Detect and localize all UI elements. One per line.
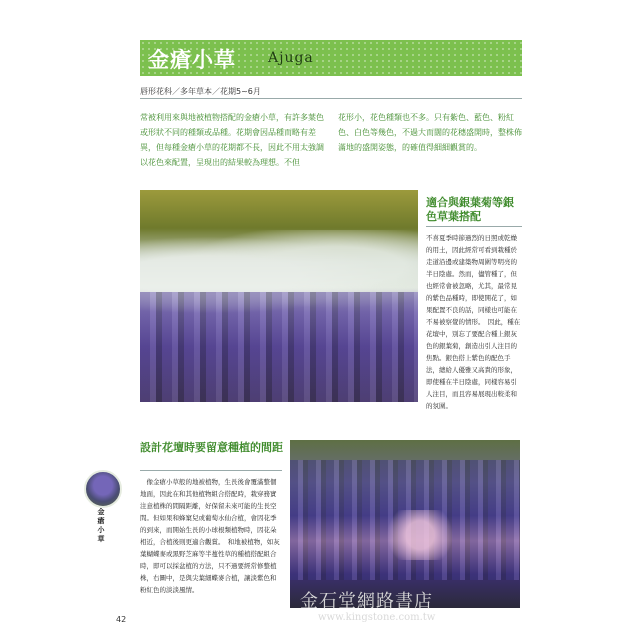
side-heading: 適合與銀葉菊等銀色草葉搭配	[426, 196, 514, 223]
page-number: 42	[116, 615, 127, 624]
ajuga-bed-photo	[290, 440, 520, 608]
page-title: 金瘡小草	[148, 48, 236, 72]
latin-name: Ajuga	[268, 50, 314, 66]
intro-text-right: 花形小，花色種類也不多。只有紫色、藍色、粉紅色、白色等幾色，不過大而闊的花穗盛開時，整株佈滿地的盛開姿態，的確值得細細觀賞的。	[338, 113, 522, 152]
pink-flowers	[380, 510, 460, 560]
section-heading: 設計花壇時要留意種植的間距	[140, 441, 283, 454]
title-banner	[140, 40, 522, 76]
flower-thumbnail-icon	[84, 470, 122, 508]
watermark-text: 金石堂網路書店	[300, 591, 433, 612]
side-tab-label: 金瘡小草	[97, 508, 105, 543]
side-divider	[426, 226, 522, 227]
section-divider	[140, 470, 282, 471]
header-divider	[140, 98, 522, 99]
side-body-text: 不喜夏季時節過烈的日照或乾燥的用土，因此經常可看到栽種於走道沿邊或建築物周圍等明亮的半日陰處。然而，儘管種了，但也經常會被忽略，尤其，最常見的紫色品種時，即使開花了，如果配置不良的話，同樣也可能在不易被察覺的情形。 因此，種在花壇中，別忘了要配合種上銀灰色的銀葉菊，創造出引人注目的焦點。銀色搭上紫色的配色手法，總給人優雅又高貴的形象，即使種在半日陰處，同樣容易引人注目，而且容易展現出較柔和的氛圍。	[426, 234, 521, 410]
ajuga-silver-leaf-photo	[140, 190, 418, 402]
plant-meta: 唇形花科／多年草本／花期5~6月	[140, 87, 261, 96]
section-body-text: 像金瘡小草般的地被植物，生長後會覆滿整個地面，因此在和其他植物組合搭配時，栽穿務實注意植株的間隔距離，好保留未來可能的生長空間。但如果和蜂窠兒或葡萄水仙合植，會因花季的到來，而開始生長的小球根類植物時，因花朵相近，合植後則更適合觀賞。 和地被植物，如灰葉蝴蝶麥或黑野芝麻等半蔓性草的種植搭配組合時，即可以採盆植的方法，只不過要經常修整植株，右圖中，是與尖葉細蝶麥合植，讓淡紫色和粉紅色的淡淡風情。	[140, 478, 280, 594]
intro-text-left: 常被利用來與地被植物搭配的金瘡小草，有許多葉色或形狀不同的種類或品種。花期會因品種而略有差異，但每種金瘡小草的花期都不長，因此不用太強調以花色來配置，呈現出的結果較為理想。不但	[140, 113, 324, 167]
watermark-url: www.kingstone.com.tw	[318, 612, 436, 623]
purple-flower-spikes	[140, 292, 418, 402]
